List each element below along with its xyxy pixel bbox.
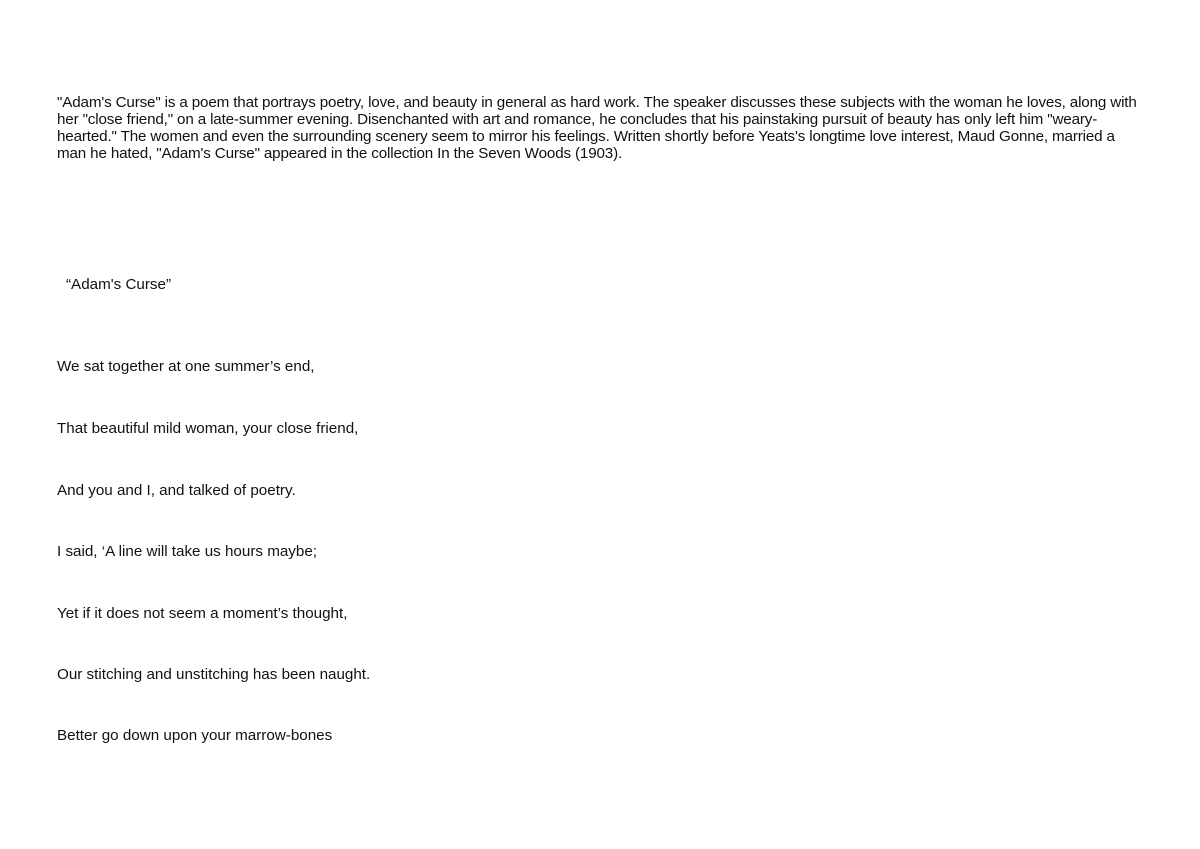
intro-paragraph: "Adam's Curse" is a poem that portrays poetry, love, and beauty in general as hard work. The speaker discusses these subjects with the woman he loves, along with her "close friend," on a late-summer evening. Disenchanted with art and romance, he concludes that his painstaking pursuit of beauty has only left him "weary-hearted." The women and even the surrounding scenery seem to mirror his feelings. Written shortly before Yeats's longtime love interest, Maud Gonne, married a man he hated, "Adam's Curse" appeared in the collection In the Seven Woods (1903). xyxy=(57,94,1137,162)
poem-line: Better go down upon your marrow-bones xyxy=(57,727,333,744)
poem-line: We sat together at one summer’s end, xyxy=(57,358,315,375)
poem-line: That beautiful mild woman, your close friend, xyxy=(57,420,359,437)
poem-line: And you and I, and talked of poetry. xyxy=(57,482,296,499)
poem-line: I said, ‘A line will take us hours maybe; xyxy=(57,543,317,560)
poem-title: “Adam's Curse” xyxy=(66,276,172,293)
poem-line: Yet if it does not seem a moment’s thought, xyxy=(57,605,348,622)
poem-line: Our stitching and unstitching has been naught. xyxy=(57,666,371,683)
